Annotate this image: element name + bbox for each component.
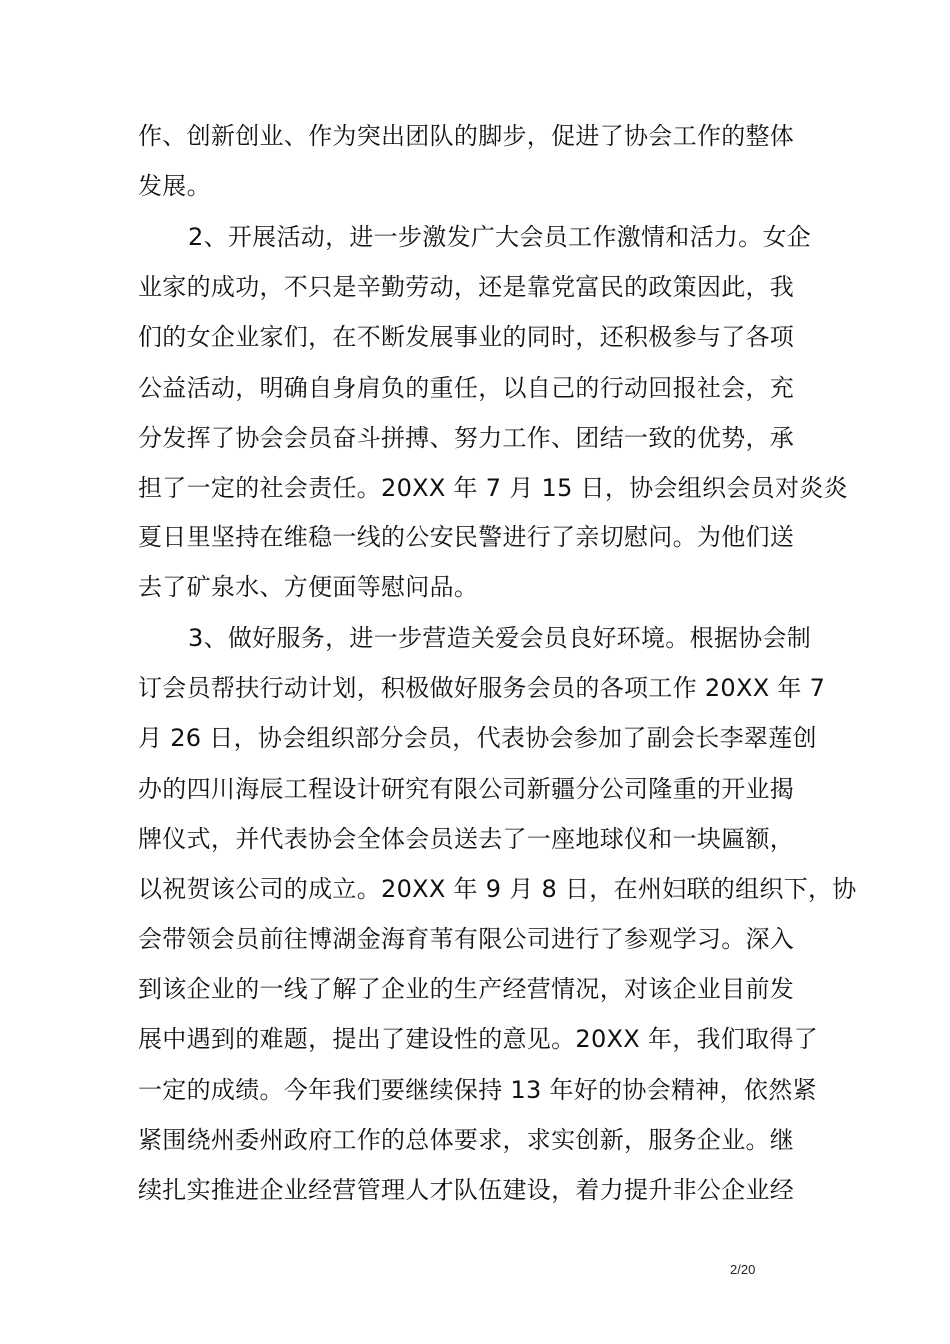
text-line: 去了矿泉水、方便面等慰问品。 <box>138 573 479 601</box>
page-number: 2/20 <box>730 1262 756 1277</box>
text-line: 到该企业的一线了解了企业的生产经营情况，对该企业目前发 <box>138 975 795 1003</box>
text-line: 以祝贺该公司的成立。20XX 年 9 月 8 日，在州妇联的组织下，协 <box>138 875 857 903</box>
text-line: 一定的成绩。今年我们要继续保持 13 年好的协会精神，依然紧 <box>138 1076 817 1104</box>
text-line: 2、开展活动，进一步激发广大会员工作激情和活力。女企 <box>188 223 812 251</box>
text-line: 订会员帮扶行动计划，积极做好服务会员的各项工作 20XX 年 7 <box>138 674 826 702</box>
text-line: 作、创新创业、作为突出团队的脚步，促进了协会工作的整体 <box>138 122 795 150</box>
text-line: 夏日里坚持在维稳一线的公安民警进行了亲切慰问。为他们送 <box>138 523 795 551</box>
text-line: 续扎实推进企业经营管理人才队伍建设，着力提升非公企业经 <box>138 1176 795 1204</box>
text-line: 业家的成功，不只是辛勤劳动，还是靠党富民的政策因此，我 <box>138 273 795 301</box>
text-line: 担了一定的社会责任。20XX 年 7 月 15 日，协会组织会员对炎炎 <box>138 474 848 502</box>
text-line: 会带领会员前往博湖金海育苇有限公司进行了参观学习。深入 <box>138 925 795 953</box>
text-line: 牌仪式，并代表协会全体会员送去了一座地球仪和一块匾额， <box>138 825 795 853</box>
text-line: 紧围绕州委州政府工作的总体要求，求实创新，服务企业。继 <box>138 1126 795 1154</box>
text-line: 公益活动，明确自身肩负的重任，以自己的行动回报社会，充 <box>138 374 795 402</box>
text-line: 分发挥了协会会员奋斗拼搏、努力工作、团结一致的优势，承 <box>138 424 795 452</box>
text-line: 3、做好服务，进一步营造关爱会员良好环境。根据协会制 <box>188 624 812 652</box>
text-line: 月 26 日，协会组织部分会员，代表协会参加了副会长李翠莲创 <box>138 724 817 752</box>
text-line: 展中遇到的难题，提出了建设性的意见。20XX 年，我们取得了 <box>138 1025 819 1053</box>
text-line: 办的四川海辰工程设计研究有限公司新疆分公司隆重的开业揭 <box>138 775 795 803</box>
text-line: 发展。 <box>138 172 211 200</box>
text-line: 们的女企业家们，在不断发展事业的同时，还积极参与了各项 <box>138 323 795 351</box>
